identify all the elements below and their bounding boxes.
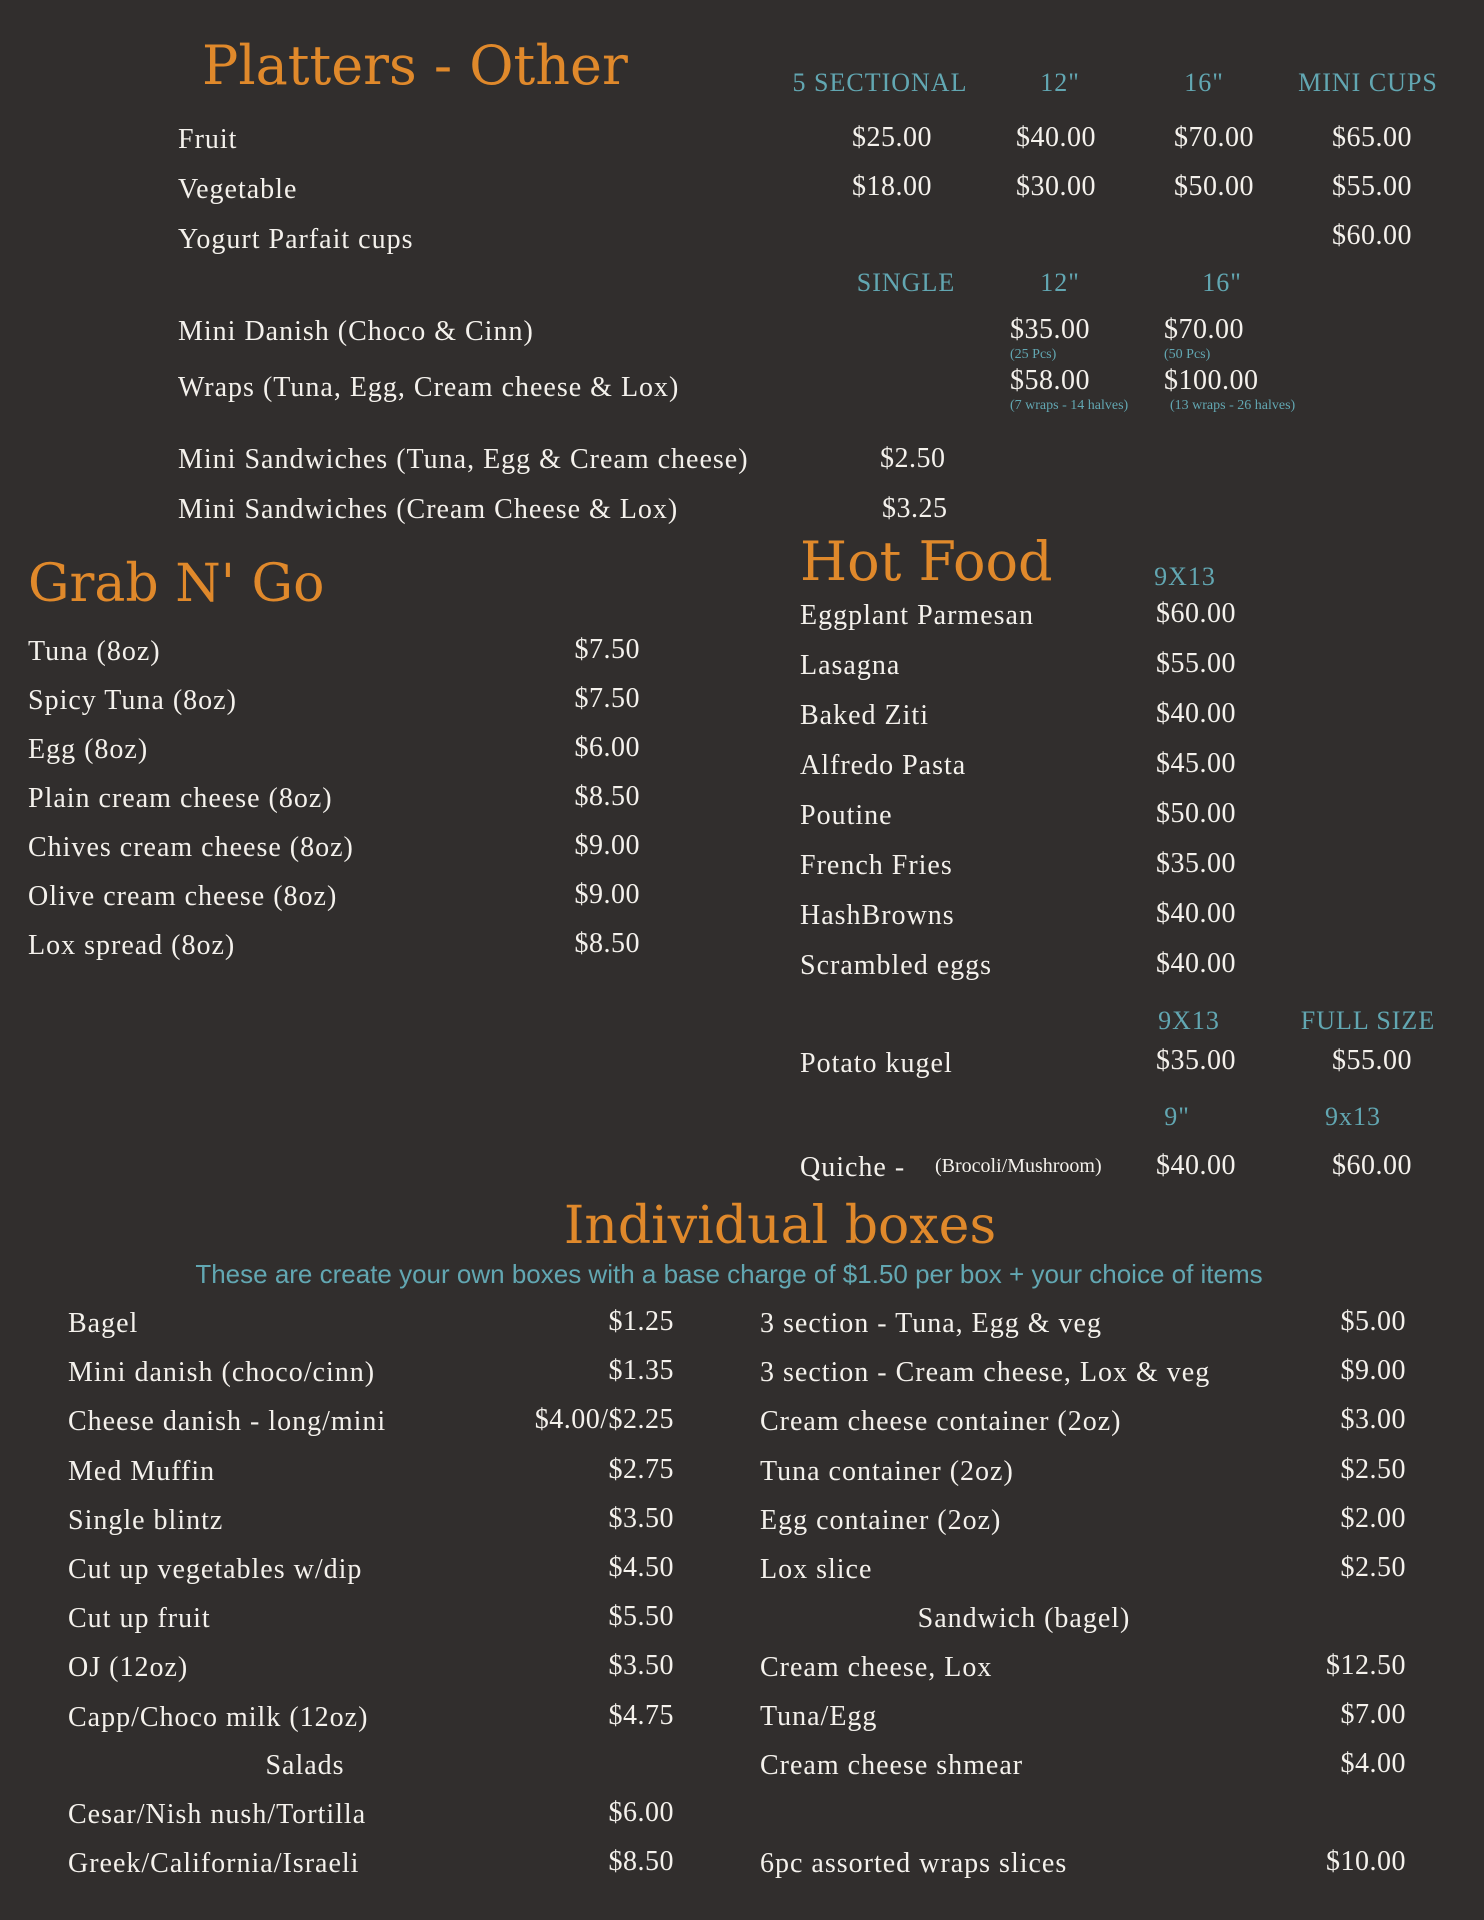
hot-item-name: Baked Ziti — [800, 700, 929, 731]
platter-fruit-price-mini-cups: $65.00 — [1332, 122, 1412, 153]
boxes-title: Individual boxes — [563, 1196, 997, 1256]
box-right-item-price: $2.50 — [1340, 1453, 1406, 1485]
box-right-item-price: $5.00 — [1340, 1306, 1406, 1337]
box-left-item-price: $1.25 — [608, 1306, 674, 1337]
box-right-item-name: Lox slice — [760, 1554, 873, 1585]
platter-mini-sandwich-2-price: $3.25 — [882, 493, 948, 524]
sandwich-item-name: Cream cheese shmear — [760, 1750, 1024, 1781]
hot-item-price: $55.00 — [1156, 648, 1236, 679]
box-right-item-price: $3.00 — [1340, 1404, 1406, 1436]
quiche-price-9-inch: $40.00 — [1156, 1150, 1236, 1181]
grab-item-name: Olive cream cheese (8oz) — [28, 881, 338, 912]
platter-wraps-price-12: $58.00 — [1010, 365, 1090, 396]
platter-danish-note-16: (50 Pcs) — [1164, 347, 1211, 362]
hot-item-price: $40.00 — [1156, 898, 1236, 929]
header-5-sectional: 5 SECTIONAL — [792, 68, 968, 97]
box-left-item-name: Bagel — [68, 1308, 139, 1339]
box-right-item-name: Tuna container (2oz) — [760, 1455, 1014, 1487]
box-left-item-name: Capp/Choco milk (12oz) — [68, 1701, 369, 1733]
header2-12-inch: 12" — [1040, 268, 1080, 297]
header2-16-inch: 16" — [1202, 268, 1242, 297]
quiche-note: (Brocoli/Mushroom) — [935, 1155, 1102, 1177]
hot-item-price: $35.00 — [1156, 848, 1236, 879]
grab-item-name: Spicy Tuna (8oz) — [28, 685, 237, 716]
box-right-item-price: $2.50 — [1340, 1552, 1406, 1583]
platter-fruit-price-12: $40.00 — [1016, 122, 1096, 153]
kugel-header-9x13: 9X13 — [1158, 1006, 1220, 1035]
box-left-item-name: Single blintz — [68, 1504, 224, 1536]
box-left-item-price: $3.50 — [608, 1502, 674, 1534]
platter-yogurt-name: Yogurt Parfait cups — [178, 224, 414, 255]
sandwich-item-name: Tuna/Egg — [760, 1701, 878, 1732]
platter-mini-sandwich-2-name: Mini Sandwiches (Cream Cheese & Lox) — [178, 494, 679, 525]
box-left-item-name: Cheese danish - long/mini — [68, 1406, 387, 1438]
header-16-inch: 16" — [1184, 68, 1224, 97]
box-left-item-price: $4.75 — [608, 1699, 674, 1731]
header-12-inch: 12" — [1040, 68, 1080, 97]
hot-header-9x13: 9X13 — [1154, 562, 1216, 591]
platter-danish-name: Mini Danish (Choco & Cinn) — [178, 316, 534, 347]
hot-item-price: $40.00 — [1156, 698, 1236, 729]
quiche-price-9x13: $60.00 — [1332, 1150, 1412, 1181]
salad-item-name: Cesar/Nish nush/Tortilla — [68, 1799, 367, 1830]
platter-yogurt-price-mini-cups: $60.00 — [1332, 220, 1412, 251]
quiche-header-9x13: 9x13 — [1325, 1102, 1381, 1131]
salads-label: Salads — [265, 1750, 345, 1781]
grab-item-name: Chives cream cheese (8oz) — [28, 832, 354, 863]
platter-fruit-name: Fruit — [178, 124, 238, 155]
box-left-item-name: Cut up vegetables w/dip — [68, 1554, 363, 1585]
box-left-item-price: $5.50 — [608, 1601, 674, 1633]
platter-vegetable-price-16: $50.00 — [1174, 171, 1254, 202]
box-left-item-price: $4.00/$2.25 — [534, 1404, 674, 1436]
platter-fruit-price-16: $70.00 — [1174, 122, 1254, 153]
kugel-price-full-size: $55.00 — [1332, 1045, 1412, 1076]
hot-item-price: $40.00 — [1156, 948, 1236, 979]
grab-item-name: Tuna (8oz) — [28, 636, 161, 667]
hot-item-price: $50.00 — [1156, 798, 1236, 829]
salad-item-price: $8.50 — [608, 1846, 674, 1877]
grab-item-price: $6.00 — [574, 732, 640, 763]
hot-item-name: Eggplant Parmesan — [800, 600, 1034, 631]
platter-danish-price-12: $35.00 — [1010, 314, 1090, 345]
sandwich-item-price: $7.00 — [1340, 1699, 1406, 1730]
sandwich-item-price: $4.00 — [1340, 1748, 1406, 1779]
grab-item-price: $7.50 — [574, 634, 640, 665]
boxes-subtitle: These are create your own boxes with a base charge of $1.50 per box + your choice of items — [195, 1259, 1263, 1289]
box-left-item-price: $2.75 — [608, 1453, 674, 1485]
kugel-price-9x13: $35.00 — [1156, 1045, 1236, 1076]
platter-wraps-note-12: (7 wraps - 14 halves) — [1010, 398, 1129, 413]
hot-item-name: Lasagna — [800, 650, 901, 681]
box-left-item-name: Cut up fruit — [68, 1603, 211, 1635]
header-single: SINGLE — [856, 268, 956, 297]
box-left-item-price: $1.35 — [608, 1355, 674, 1387]
quiche-header-9-inch: 9" — [1164, 1102, 1190, 1131]
platter-vegetable-price-12: $30.00 — [1016, 171, 1096, 202]
box-left-item-price: $4.50 — [608, 1552, 674, 1583]
hot-item-name: HashBrowns — [800, 900, 955, 931]
wraps-slices-price: $10.00 — [1326, 1846, 1406, 1877]
platter-fruit-price-sectional: $25.00 — [852, 122, 932, 153]
platter-mini-sandwich-1-price: $2.50 — [880, 443, 946, 474]
platter-vegetable-name: Vegetable — [178, 174, 298, 205]
hot-item-price: $45.00 — [1156, 748, 1236, 779]
grab-title: Grab N' Go — [28, 554, 325, 614]
grab-item-name: Lox spread (8oz) — [28, 930, 236, 961]
kugel-name: Potato kugel — [800, 1048, 953, 1079]
grab-item-price: $7.50 — [574, 683, 640, 714]
hot-item-name: French Fries — [800, 850, 953, 881]
hot-item-name: Poutine — [800, 800, 893, 831]
kugel-header-full-size: FULL SIZE — [1300, 1006, 1436, 1035]
platter-wraps-name: Wraps (Tuna, Egg, Cream cheese & Lox) — [178, 372, 680, 403]
box-left-item-name: Med Muffin — [68, 1455, 216, 1487]
box-right-item-name: 3 section - Tuna, Egg & veg — [760, 1308, 1102, 1339]
grab-item-price: $8.50 — [574, 781, 640, 812]
platters-title: Platters - Other — [202, 34, 628, 97]
box-right-item-name: Cream cheese container (2oz) — [760, 1406, 1122, 1438]
platter-mini-sandwich-1-name: Mini Sandwiches (Tuna, Egg & Cream cheese) — [178, 444, 749, 475]
hot-title: Hot Food — [800, 530, 1053, 593]
box-right-item-price: $9.00 — [1340, 1355, 1406, 1387]
grab-item-price: $9.00 — [574, 879, 640, 910]
wraps-slices-name: 6pc assorted wraps slices — [760, 1848, 1068, 1879]
salad-item-name: Greek/California/Israeli — [68, 1848, 360, 1879]
platter-wraps-price-16: $100.00 — [1164, 365, 1259, 396]
platter-vegetable-price-mini-cups: $55.00 — [1332, 171, 1412, 202]
box-left-item-price: $3.50 — [608, 1650, 674, 1682]
grab-item-price: $8.50 — [574, 928, 640, 959]
sandwich-label: Sandwich (bagel) — [917, 1603, 1131, 1634]
platter-vegetable-price-sectional: $18.00 — [852, 171, 932, 202]
box-right-item-price: $2.00 — [1340, 1502, 1406, 1534]
grab-item-name: Egg (8oz) — [28, 734, 149, 765]
platter-danish-price-16: $70.00 — [1164, 314, 1244, 345]
grab-item-price: $9.00 — [574, 830, 640, 861]
grab-item-name: Plain cream cheese (8oz) — [28, 783, 333, 814]
box-left-item-name: Mini danish (choco/cinn) — [68, 1357, 376, 1389]
salad-item-price: $6.00 — [608, 1797, 674, 1828]
box-right-item-name: Egg container (2oz) — [760, 1504, 1002, 1536]
sandwich-item-price: $12.50 — [1326, 1650, 1406, 1681]
box-left-item-name: OJ (12oz) — [68, 1652, 189, 1684]
platter-wraps-note-16: (13 wraps - 26 halves) — [1170, 398, 1296, 413]
box-right-item-name: 3 section - Cream cheese, Lox & veg — [760, 1357, 1211, 1389]
platter-danish-note-12: (25 Pcs) — [1010, 347, 1057, 362]
hot-item-price: $60.00 — [1156, 598, 1236, 629]
hot-item-name: Scrambled eggs — [800, 950, 993, 981]
sandwich-item-name: Cream cheese, Lox — [760, 1652, 993, 1683]
header-mini-cups: MINI CUPS — [1298, 68, 1438, 97]
quiche-name: Quiche - — [800, 1152, 906, 1183]
hot-item-name: Alfredo Pasta — [800, 750, 967, 781]
